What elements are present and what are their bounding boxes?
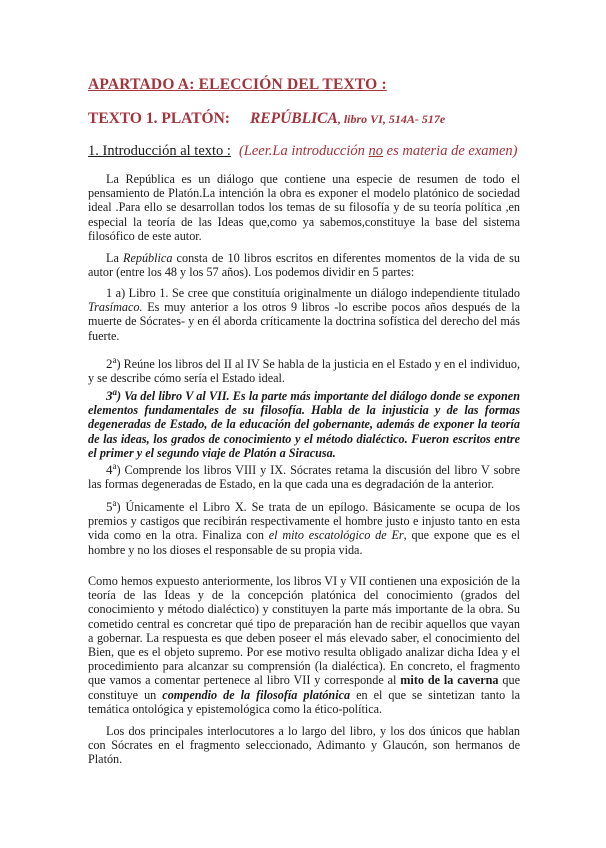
section-heading: APARTADO A: ELECCIÓN DEL TEXTO : [88,76,387,93]
paragraph-part-4: 4$^a$) Comprende los libros VIII y IX. Sócrates retama la discusión del libro V sobre las formas degeneradas de Estado, en la que cada una es degradación de la anterior. [88,461,520,492]
text-heading [88,110,445,128]
intro-note: (Leer.La introducción no es materia de examen) [238,143,518,159]
book-reference: , libro VI, 514A- 517e [337,112,446,126]
paragraph-interlocutors: Los dos principales interlocutores a lo largo del libro, y los dos únicos que hablan con Sócrates en el fragmento seleccionado, Adimanto y Glaucón, son hermanos de Platón. [88,724,520,767]
intro-label: 1. Introducción al texto : [88,143,231,159]
paragraph-part-3: 3$^a$) Va del libro V al VII. Es la parte más importante del diálogo donde se exponen elementos fundamentales de su filosofía. Habla de la injusticia y de las formas degeneradas de Estado, de la educación del gobernante, además de exponer la teoría de las ideas, los grados de conocimiento y el método dialéctico. Fueron escritos entre el primer y el segundo viaje de Platón a Siracusa. [88,387,520,460]
intro-heading [88,143,518,160]
paragraph-part-2: 2$^a$) Reúne los libros del II al IV Se habla de la justicia en el Estado y en el individuo, y se describe cómo sería el Estado ideal. [88,355,520,386]
paragraph-structure: La República consta de 10 libros escritos en diferentes momentos de la vida de su autor (entre los 48 y los 57 años). Los podemos dividir en 5 partes: [88,251,520,280]
text-label: TEXTO 1. PLATÓN: [88,110,230,127]
paragraph-part-1: 1 a) Libro 1. Se cree que constituía originalmente un diálogo independiente titulado Trasímaco. Es muy anterior a los otros 9 libros -lo escribe pocos años después de la muerte de Sócrates- y en él aborda críticamente la doctrina sofística del derecho del más fuerte. [88,286,520,343]
paragraph-books-vi-vii: Como hemos expuesto anteriormente, los libros VI y VII contienen una exposición de la teoría de las Ideas y de la concepción platónica del conocimiento (grados del conocimiento y método dialéctico) y constituyen la parte más importante de la obra. Su cometido central es concretar qué tipo de preparación han de recibir aquellos que vayan a gobernar. La respuesta es que deben poseer el más elevado saber, el conocimiento del Bien, que es el objeto supremo. Por ese motivo resulta obligado analizar dicha Idea y el procedimiento para alcanzar su comprensión (la dialéctica). En concreto, el fragmento que vamos a comentar pertenece al libro VII y corresponde al mito de la caverna que constituye un compendio de la filosofía platónica en el que se sintetizan tanto la temática ontológica y epistemológica como la ético-política. [88,574,520,716]
paragraph-summary: La República es un diálogo que contiene una especie de resumen de todo el pensamiento de Platón.La intención la obra es exponer el modelo platónico de sociedad ideal .Para ello se desarrollan todos los temas de su filosofía y de su teoría política ,en especial la teoría de las Ideas que,como ya sabemos,constituye la base del sistema filosófico de este autor. [88,172,520,243]
book-title: REPÚBLICA [249,110,338,127]
paragraph-part-5: 5$^a$) Únicamente el Libro X. Se trata de un epílogo. Básicamente se ocupa de los premios y castigos que recibirán respectivamente el hombre justo e injusto tanto en esta vida como en la otra. Finaliza con el mito escatológico de Er, que expone que es el hombre y no los dioses el responsable de su propia vida. [88,498,520,557]
